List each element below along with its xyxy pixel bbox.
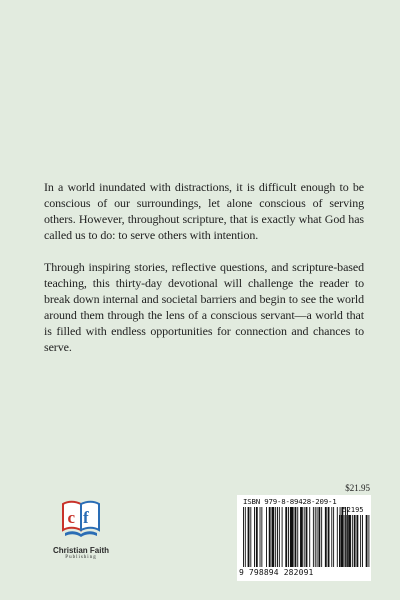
barcode-bar <box>348 515 351 567</box>
barcode-bar <box>321 507 322 567</box>
barcode-bar <box>344 515 345 567</box>
barcode-bar <box>277 507 278 567</box>
barcode-bar <box>315 507 316 567</box>
isbn-label: ISBN 979-8-89428-209-1 <box>243 497 337 506</box>
barcode-bar <box>337 507 338 567</box>
svg-text:f: f <box>83 508 89 527</box>
blurb-paragraph-2: Through inspiring stories, reflective questions, and scripture-based teaching, this thirty-day devotional will challenge the reader to break down internal and societal barriers and begin to see the world around them through the lens of a conscious servant—a world that is filled with endless opportunities for connection and chances to serve. <box>44 260 364 354</box>
barcode-bar <box>243 507 244 567</box>
barcode-bar <box>250 507 251 567</box>
barcode-bar <box>306 507 308 567</box>
barcode-bar <box>269 507 271 567</box>
barcode-bar <box>245 507 246 567</box>
barcode-bar <box>339 515 340 567</box>
barcode-bar <box>260 507 261 567</box>
barcode-bar <box>368 515 369 567</box>
barcode-bar <box>345 507 346 567</box>
barcode-bar <box>333 507 334 567</box>
barcode-bar <box>272 507 275 567</box>
open-book-icon <box>61 500 101 544</box>
barcode-bar <box>341 515 343 567</box>
barcode-bar <box>288 507 289 567</box>
barcode-bar <box>266 507 267 567</box>
barcode-bar <box>304 507 305 567</box>
svg-text:c: c <box>67 508 76 527</box>
barcode-bar <box>256 507 258 567</box>
ean-digits: 9 798894 282091 <box>239 568 314 577</box>
isbn-barcode <box>237 495 371 581</box>
barcode-bar <box>317 507 318 567</box>
barcode-bar <box>366 515 368 567</box>
barcode-bar <box>354 515 356 567</box>
back-cover-blurb <box>44 179 364 355</box>
barcode-bar <box>254 507 255 567</box>
barcode-bar <box>285 507 287 567</box>
barcode-bar <box>360 515 361 567</box>
addon-code: 52195 <box>342 506 364 514</box>
barcode-bar <box>346 515 347 567</box>
barcode-bar <box>290 507 294 567</box>
barcode-bar <box>279 507 280 567</box>
barcode-bar <box>261 507 262 567</box>
publisher-sub: Publishing <box>65 555 97 560</box>
price-label: $21.95 <box>345 483 370 493</box>
barcode-bar <box>248 507 250 567</box>
barcode-bar <box>362 515 363 567</box>
barcode-bar <box>328 507 330 567</box>
publisher-logo <box>42 500 120 570</box>
blurb-paragraph-1: In a world inundated with distractions, it is difficult enough to be conscious of our surroundings, let alone conscious of serving others. However, throughout scripture, that is exactly what God has called us to do: to serve others with intention. <box>44 180 364 242</box>
barcode-bar <box>282 507 283 567</box>
barcode-bar <box>325 507 327 567</box>
barcode-bar <box>331 507 332 567</box>
barcode-bar <box>313 507 314 567</box>
barcode-bar <box>297 507 298 567</box>
barcode-bar <box>309 507 310 567</box>
barcode-bar <box>300 507 303 567</box>
barcode-bar <box>352 515 353 567</box>
barcode-bar <box>318 507 320 567</box>
barcode-bar <box>356 515 358 567</box>
barcode-bar <box>275 507 276 567</box>
publisher-name: Christian Faith <box>52 546 109 555</box>
barcode-bar <box>295 507 297 567</box>
